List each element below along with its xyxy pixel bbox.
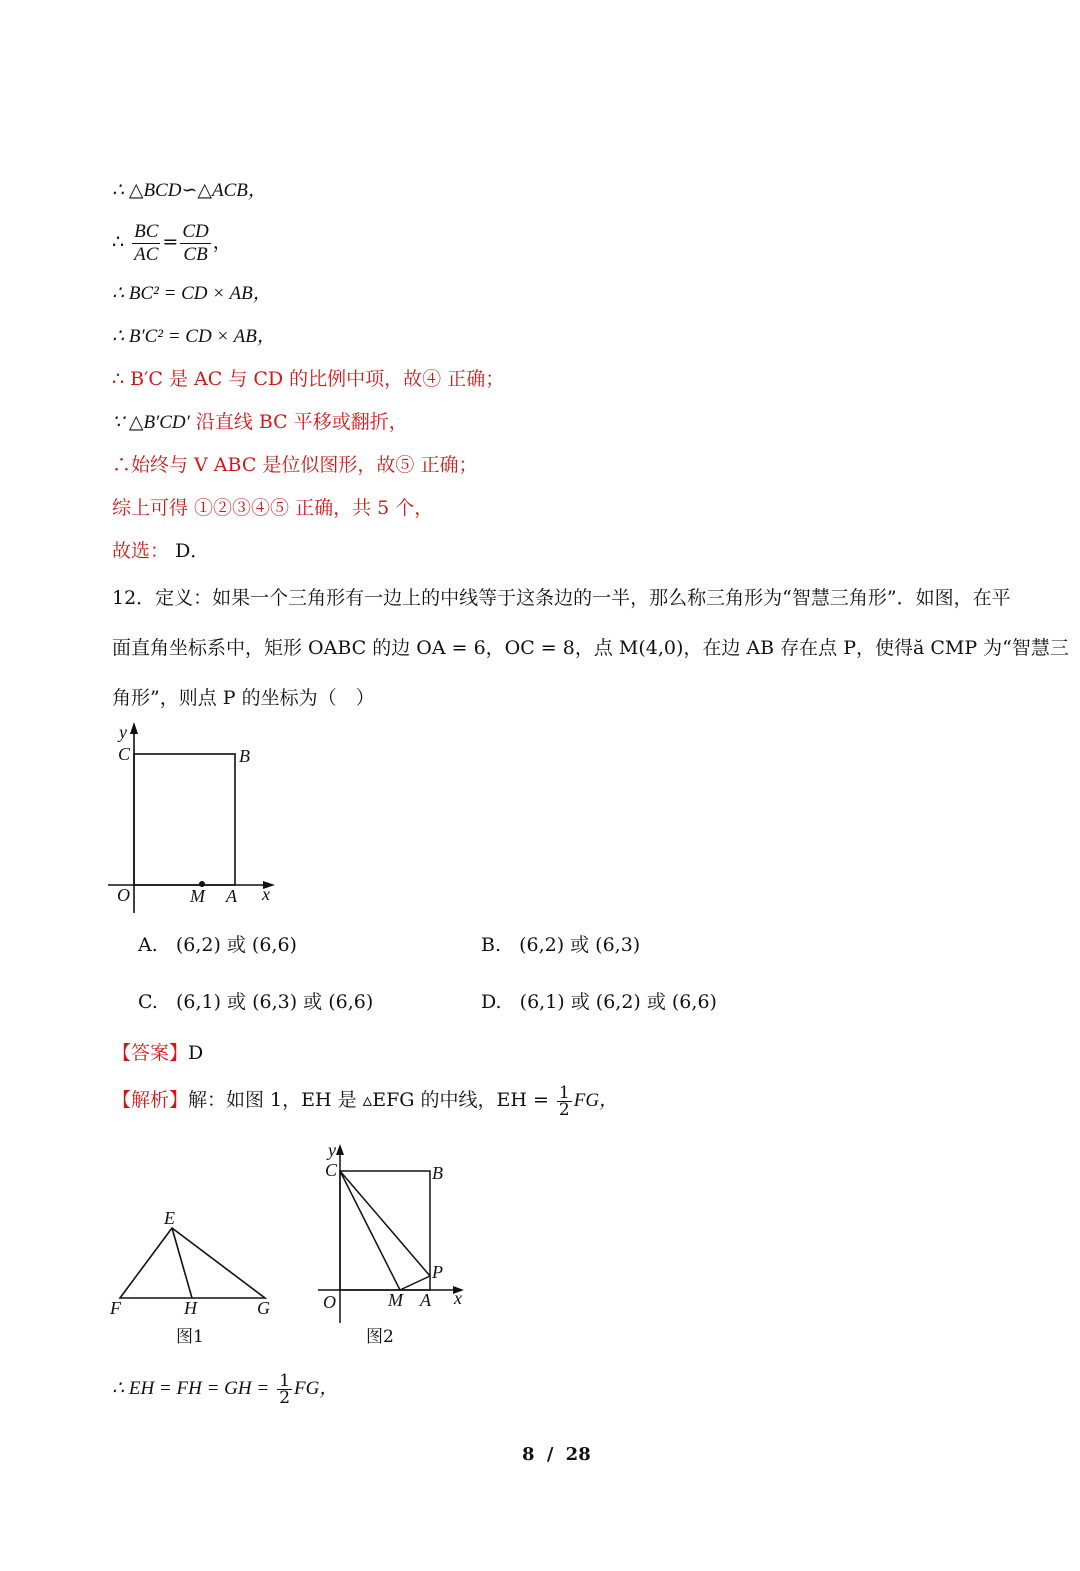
figure-2: [308, 1138, 478, 1353]
fraction-numerator: 1: [279, 1370, 291, 1391]
step-similar-triangles: [112, 178, 267, 203]
total-pages: 28: [565, 1444, 591, 1465]
analysis: [112, 1078, 618, 1123]
caption-fig1: 图1: [176, 1327, 204, 1347]
answer-label: 【答案】: [112, 1042, 189, 1064]
label-m: M: [388, 1290, 403, 1310]
label-o: O: [117, 885, 130, 905]
option-a[interactable]: [138, 930, 297, 957]
step-text: 综上可得 ①②③④⑤ 正确，共 5 个，: [112, 497, 434, 519]
fraction-numerator: CD: [182, 220, 209, 242]
label-b: B: [432, 1163, 443, 1183]
label-y: y: [119, 722, 127, 742]
option-letter: C.: [138, 991, 158, 1013]
label-g: G: [257, 1298, 270, 1318]
final-fraction: [277, 1370, 292, 1408]
fraction-denominator: CB: [183, 243, 208, 265]
answer: [112, 1038, 203, 1065]
step-text-black: ∵ △B′CD′: [112, 412, 190, 433]
analysis-text: 解：如图 1，EH 是 ▵EFG 的中线，EH =: [188, 1089, 549, 1111]
fraction-denominator: 2: [279, 1387, 291, 1408]
step-text: ∴ BC² = CD × AB，: [112, 283, 272, 304]
choice-label: 故选：: [112, 540, 170, 562]
label-b: B: [239, 746, 250, 766]
triangle-efg: [120, 1228, 265, 1298]
option-letter: A.: [138, 934, 158, 956]
option-letter: D.: [481, 991, 502, 1013]
step-conclusion-5: [112, 453, 477, 477]
median-eh: [172, 1228, 192, 1298]
comma: ，: [212, 231, 232, 253]
step-choice: [112, 539, 209, 563]
question-figure: [100, 718, 290, 918]
therefore-symbol: ∴: [112, 231, 125, 253]
step-text: ∴始终与 V ABC 是位似图形，故⑤ 正确；: [112, 454, 478, 476]
step-text: ∴ B′C 是 AC 与 CD 的比例中项，故④ 正确；: [112, 368, 505, 390]
fraction-numerator: BC: [134, 220, 159, 242]
caption-fig2: 图2: [366, 1327, 394, 1347]
ratio-fraction-right: [180, 221, 210, 266]
question-line-2: 面直角坐标系中，矩形 OABC 的边 OA = 6，OC = 8，点 M(4,0)，在边 AB 存在点 P，使得ă CMP 为“智慧三: [112, 637, 1069, 659]
label-x: x: [454, 1288, 462, 1308]
step-bc-squared: [112, 281, 272, 306]
answer-value: D: [188, 1042, 204, 1064]
figure-1: [100, 1200, 290, 1350]
label-a: A: [226, 886, 237, 906]
fraction-denominator: 2: [558, 1099, 570, 1120]
rectangle-oabc: [340, 1171, 430, 1290]
y-axis-arrow: [130, 722, 138, 734]
analysis-label: 【解析】: [112, 1089, 189, 1111]
ratio-fraction-left: [132, 221, 160, 266]
step-bprime-c-squared: [112, 324, 276, 349]
final-step: [112, 1366, 338, 1411]
step-text: ∴ △BCD∽△ACB，: [112, 180, 267, 201]
label-m: M: [190, 886, 205, 906]
fraction-numerator: 1: [558, 1082, 570, 1103]
choice-value: D．: [175, 540, 210, 562]
final-tail: FG，: [294, 1378, 339, 1399]
page-separator: /: [546, 1444, 554, 1465]
option-b[interactable]: [481, 930, 640, 957]
label-p: P: [432, 1262, 443, 1282]
option-d[interactable]: [481, 987, 717, 1014]
label-f: F: [110, 1298, 121, 1318]
option-text: (6,1) 或 (6,2) 或 (6,6): [519, 991, 717, 1013]
label-c: C: [118, 744, 131, 764]
label-c: C: [325, 1160, 338, 1180]
label-a: A: [420, 1290, 431, 1310]
question-line-3: 角形”，则点 P 的坐标为（ ）: [112, 687, 375, 709]
step-conclusion-4: [112, 367, 504, 391]
equals-sign: =: [162, 231, 179, 253]
label-h: H: [184, 1298, 197, 1318]
page-number: [522, 1444, 591, 1465]
current-page: 8: [522, 1444, 535, 1465]
option-text: (6,1) 或 (6,3) 或 (6,6): [175, 991, 374, 1013]
rectangle-oabc: [134, 754, 235, 885]
analysis-tail: FG，: [573, 1090, 619, 1111]
y-axis-arrow: [336, 1144, 344, 1155]
question-line-1: 12．定义：如果一个三角形有一边上的中线等于这条边的一半，那么称三角形为“智慧三角形”．如图，在平: [112, 587, 1011, 609]
label-y: y: [328, 1140, 336, 1160]
fraction-denominator: AC: [134, 243, 159, 265]
option-letter: B.: [481, 934, 502, 956]
final-text: ∴ EH = FH = GH =: [112, 1378, 270, 1399]
label-o: O: [323, 1292, 336, 1312]
segment-mp: [400, 1276, 430, 1290]
analysis-fraction: [557, 1082, 572, 1120]
step-translation: [112, 410, 408, 435]
option-c[interactable]: [138, 987, 373, 1014]
option-text: (6,2) 或 (6,3): [519, 934, 641, 956]
step-text: ∴ B′C² = CD × AB，: [112, 326, 276, 347]
label-x: x: [262, 884, 270, 904]
step-text-red: 沿直线 BC 平移或翻折，: [195, 411, 408, 433]
step-summary: [112, 496, 433, 520]
step-ratio: [112, 218, 232, 266]
label-e: E: [164, 1208, 175, 1228]
option-text: (6,2) 或 (6,6): [175, 934, 297, 956]
